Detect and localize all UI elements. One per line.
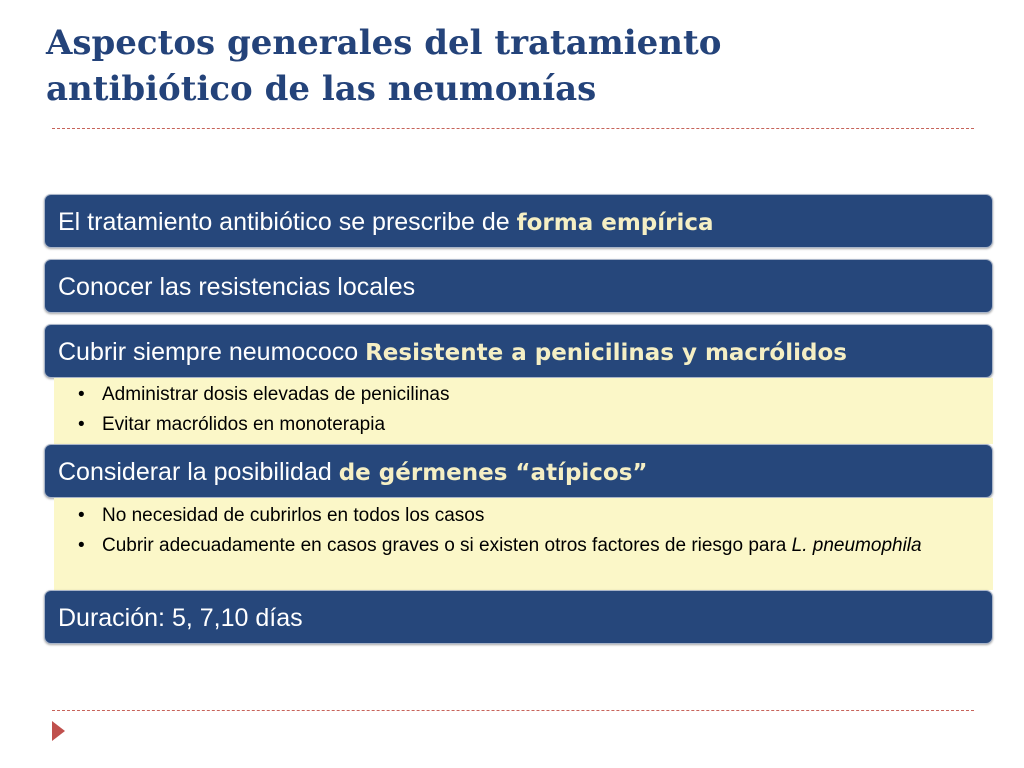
bullet-icon: • [78,505,85,526]
item-text: Duración: 5, 7,10 días [58,604,303,632]
item-atypical-germs [44,444,993,498]
item-text: Considerar la posibilidad [58,458,339,486]
sub-item: • Cubrir adecuadamente en casos graves o si existen otros factores de riesgo para L. pneumophila [78,535,922,556]
item-text: Cubrir siempre neumococo [58,338,366,366]
slide-title [46,20,986,112]
atypical-subpoints [54,498,993,590]
organism-name: L. pneumophila [791,535,922,556]
item-duration [44,590,993,644]
sub-item: • Evitar macrólidos en monoterapia [78,414,386,435]
item-text: El tratamiento antibiótico se prescribe de [58,208,517,236]
slide-title-line-2: antibiótico de las neumonías [46,69,597,109]
play-icon[interactable] [52,721,65,741]
footer-divider [52,710,974,711]
item-local-resistance [44,259,993,313]
item-empirical-treatment [44,194,993,248]
item-emphasis: Resistente a penicilinas y macrólidos [365,340,847,366]
item-pneumococcus [44,324,993,378]
bullet-icon: • [78,384,85,405]
item-emphasis: de gérmenes “atípicos” [338,460,648,486]
pneumococcus-subpoints [54,378,993,444]
title-divider [52,128,974,129]
sub-item: • No necesidad de cubrirlos en todos los casos [78,505,485,526]
bullet-icon: • [78,535,85,556]
item-text: Conocer las resistencias locales [58,273,416,301]
slide-title-line-1: Aspectos generales del tratamiento [46,23,722,63]
item-emphasis: forma empírica [516,210,714,236]
sub-item: • Administrar dosis elevadas de penicilinas [78,384,450,405]
bullet-icon: • [78,414,85,435]
